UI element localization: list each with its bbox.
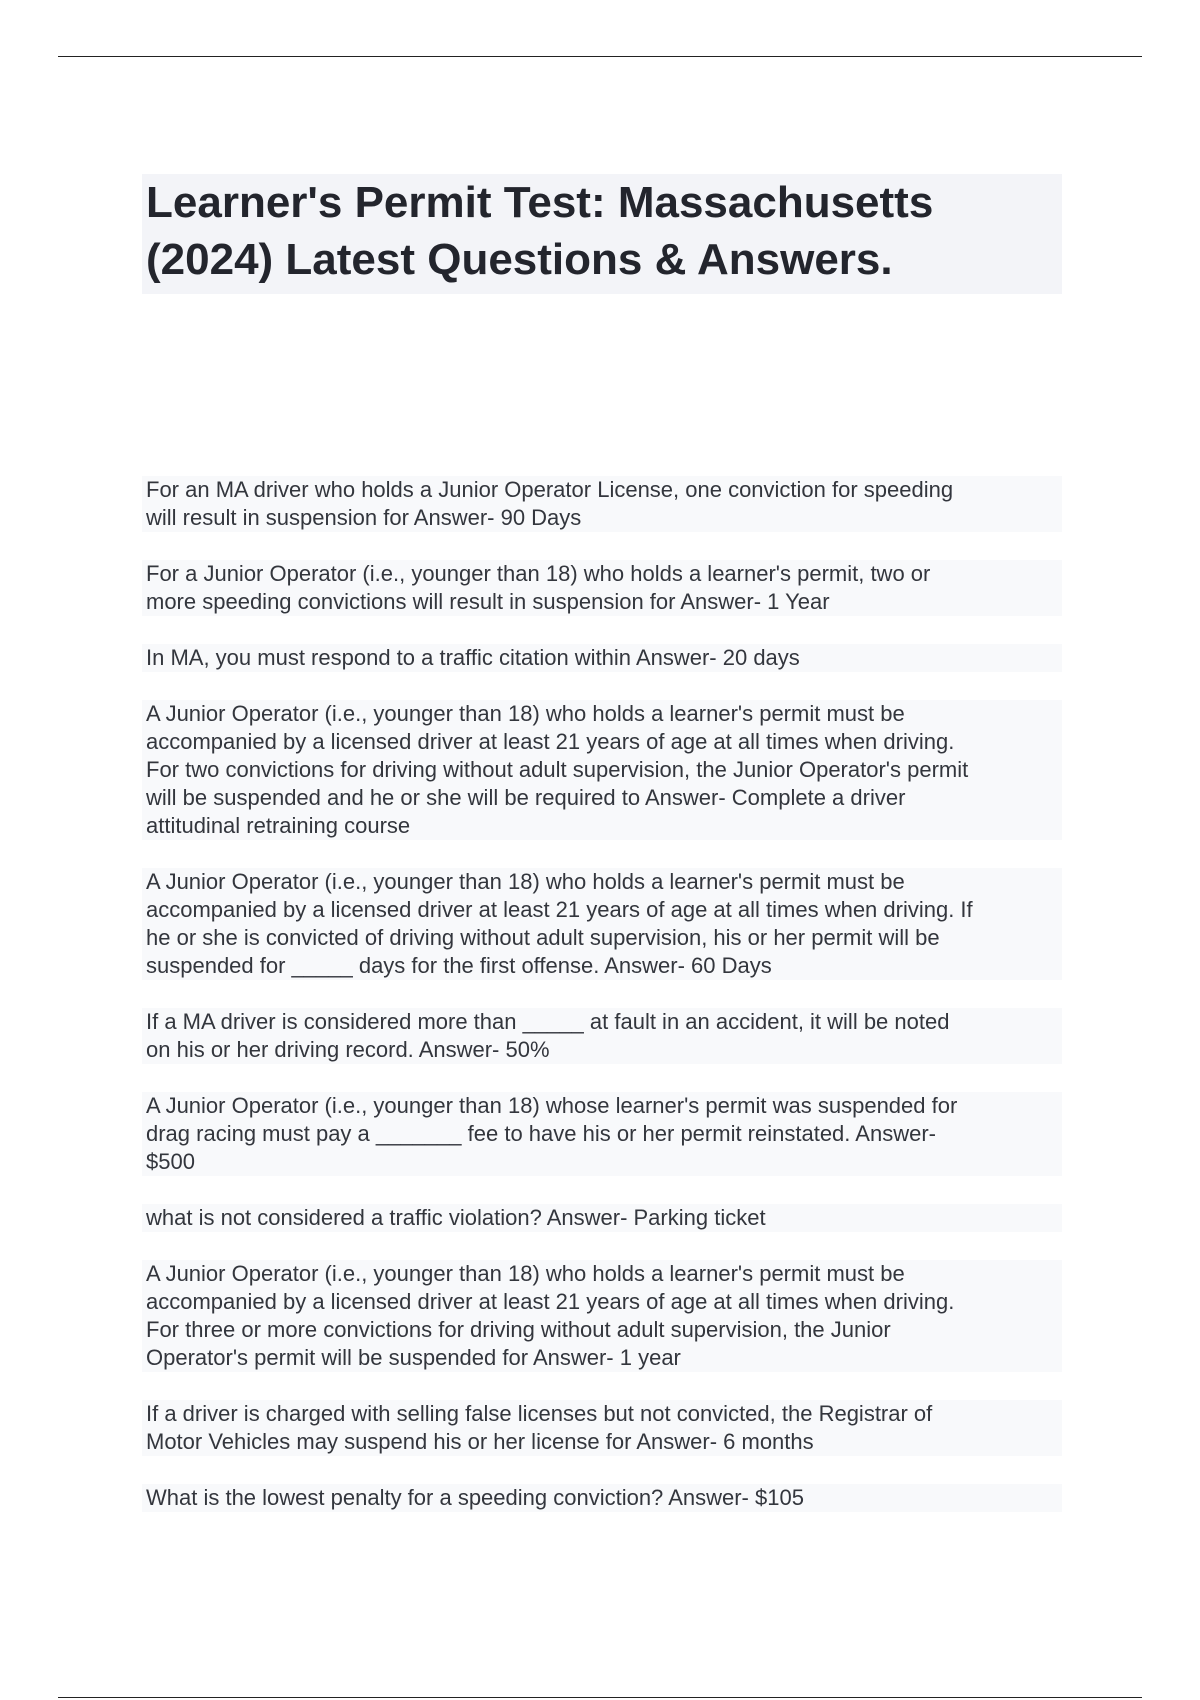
bottom-rule (58, 1697, 1142, 1698)
qa-item (142, 1260, 1062, 1372)
qa-item (142, 1484, 1062, 1512)
qa-line: A Junior Operator (i.e., younger than 18) who holds a learner's permit must be (146, 1261, 905, 1286)
qa-line: what is not considered a traffic violation? Answer- Parking ticket (146, 1205, 766, 1230)
qa-item (142, 1092, 1062, 1176)
qa-line: If a MA driver is considered more than _____ at fault in an accident, it will be noted (146, 1009, 950, 1034)
document-title (142, 174, 1062, 294)
qa-line: For two convictions for driving without adult supervision, the Junior Operator's permit (146, 757, 969, 782)
qa-item (142, 1204, 1062, 1232)
title-line: (2024) Latest Questions & Answers. (146, 235, 893, 284)
qa-item (142, 476, 1062, 532)
qa-line: will be suspended and he or she will be required to Answer- Complete a driver (146, 785, 906, 810)
qa-list (142, 476, 1062, 1540)
qa-line: In MA, you must respond to a traffic citation within Answer- 20 days (146, 645, 800, 670)
qa-line: accompanied by a licensed driver at least 21 years of age at all times when driving. If (146, 897, 973, 922)
qa-line: What is the lowest penalty for a speeding conviction? Answer- $105 (146, 1485, 804, 1510)
qa-line: For three or more convictions for driving without adult supervision, the Junior (146, 1317, 891, 1342)
qa-line: suspended for _____ days for the first offense. Answer- 60 Days (146, 953, 772, 978)
qa-line: attitudinal retraining course (146, 813, 411, 838)
qa-item (142, 644, 1062, 672)
qa-line: he or she is convicted of driving without adult supervision, his or her permit will be (146, 925, 940, 950)
qa-line: Operator's permit will be suspended for Answer- 1 year (146, 1345, 681, 1370)
qa-line: drag racing must pay a _______ fee to have his or her permit reinstated. Answer- (146, 1121, 936, 1146)
qa-line: will result in suspension for Answer- 90 Days (146, 505, 582, 530)
qa-line: on his or her driving record. Answer- 50% (146, 1037, 550, 1062)
qa-line: accompanied by a licensed driver at least 21 years of age at all times when driving. (146, 729, 955, 754)
title-line: Learner's Permit Test: Massachusetts (146, 178, 934, 227)
qa-line: For a Junior Operator (i.e., younger than 18) who holds a learner's permit, two or (146, 561, 931, 586)
qa-line: more speeding convictions will result in suspension for Answer- 1 Year (146, 589, 830, 614)
qa-line: A Junior Operator (i.e., younger than 18) who holds a learner's permit must be (146, 701, 905, 726)
qa-line: accompanied by a licensed driver at least 21 years of age at all times when driving. (146, 1289, 955, 1314)
qa-line: $500 (146, 1149, 195, 1174)
top-rule (58, 56, 1142, 57)
qa-item (142, 700, 1062, 840)
qa-line: For an MA driver who holds a Junior Operator License, one conviction for speeding (146, 477, 954, 502)
qa-line: Motor Vehicles may suspend his or her license for Answer- 6 months (146, 1429, 814, 1454)
qa-line: A Junior Operator (i.e., younger than 18) who holds a learner's permit must be (146, 869, 905, 894)
qa-item (142, 560, 1062, 616)
qa-item (142, 868, 1062, 980)
qa-item (142, 1008, 1062, 1064)
qa-line: A Junior Operator (i.e., younger than 18) whose learner's permit was suspended for (146, 1093, 958, 1118)
qa-item (142, 1400, 1062, 1456)
qa-line: If a driver is charged with selling false licenses but not convicted, the Registrar of (146, 1401, 933, 1426)
